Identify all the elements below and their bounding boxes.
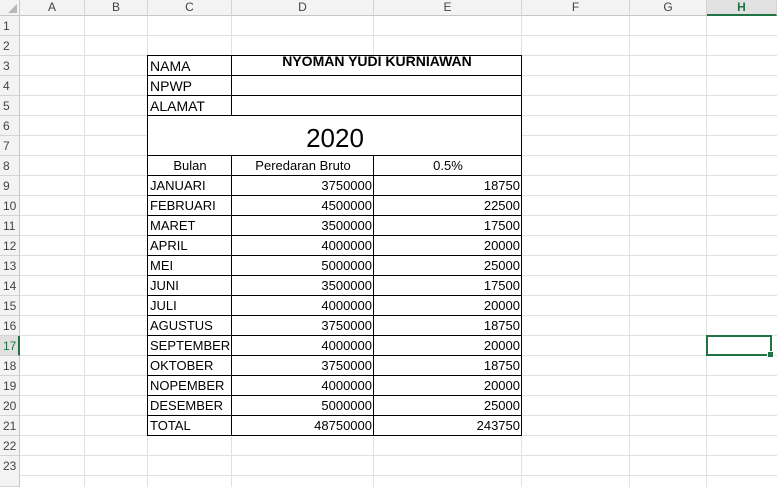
bruto-cell[interactable]: 3500000 xyxy=(321,278,372,293)
row-header-6[interactable]: 6 xyxy=(0,116,20,136)
month-cell[interactable]: APRIL xyxy=(150,238,188,253)
gridline-vertical xyxy=(629,16,630,487)
table-border xyxy=(147,255,522,256)
month-cell[interactable]: OKTOBER xyxy=(150,358,214,373)
bruto-cell[interactable]: 4000000 xyxy=(321,378,372,393)
gridline-vertical xyxy=(84,16,85,487)
column-header-e[interactable]: E xyxy=(374,0,522,16)
bruto-cell[interactable]: 4000000 xyxy=(321,238,372,253)
column-header-h[interactable]: H xyxy=(707,0,777,16)
bruto-cell[interactable]: 3750000 xyxy=(321,178,372,193)
month-cell[interactable]: JULI xyxy=(150,298,177,313)
column-header-c[interactable]: C xyxy=(148,0,232,16)
tax-cell[interactable]: 17500 xyxy=(483,218,520,233)
tax-cell[interactable]: 18750 xyxy=(483,178,520,193)
bruto-cell[interactable]: 4000000 xyxy=(321,298,372,313)
bruto-cell[interactable]: 4000000 xyxy=(321,338,372,353)
gridline-horizontal xyxy=(20,455,777,456)
tax-cell[interactable]: 20000 xyxy=(483,238,520,253)
column-header-d[interactable]: D xyxy=(232,0,374,16)
tax-cell[interactable]: 18750 xyxy=(483,358,520,373)
row-header-20[interactable]: 20 xyxy=(0,396,20,416)
table-border xyxy=(231,155,232,436)
table-border xyxy=(147,355,522,356)
gridline-horizontal xyxy=(20,475,777,476)
row-header-2[interactable]: 2 xyxy=(0,36,20,56)
tax-cell[interactable]: 20000 xyxy=(483,338,520,353)
column-header-b[interactable]: B xyxy=(85,0,148,16)
month-cell[interactable]: NOPEMBER xyxy=(150,378,225,393)
tax-cell[interactable]: 25000 xyxy=(483,398,520,413)
row-header-7[interactable]: 7 xyxy=(0,136,20,156)
header-peredaran-bruto[interactable]: Peredaran Bruto xyxy=(255,158,351,173)
label-alamat[interactable]: ALAMAT xyxy=(150,98,205,114)
row-header-4[interactable]: 4 xyxy=(0,76,20,96)
tax-cell[interactable]: 25000 xyxy=(483,258,520,273)
table-border xyxy=(373,155,374,436)
row-header-1[interactable]: 1 xyxy=(0,16,20,36)
cell-grid[interactable] xyxy=(20,16,777,487)
year-title[interactable]: 2020 xyxy=(306,123,364,153)
bruto-cell[interactable]: 3750000 xyxy=(321,358,372,373)
column-header-g[interactable]: G xyxy=(630,0,707,16)
total-tax[interactable]: 243750 xyxy=(476,418,520,433)
tax-cell[interactable]: 22500 xyxy=(483,198,520,213)
bruto-cell[interactable]: 3750000 xyxy=(321,318,372,333)
month-cell[interactable]: SEPTEMBER xyxy=(150,338,231,353)
row-header-8[interactable]: 8 xyxy=(0,156,20,176)
row-header-23[interactable]: 23 xyxy=(0,456,20,487)
table-border xyxy=(147,275,522,276)
row-header-21[interactable]: 21 xyxy=(0,416,20,436)
month-cell[interactable]: FEBRUARI xyxy=(150,198,216,213)
row-header-9[interactable]: 9 xyxy=(0,176,20,196)
table-border xyxy=(147,155,522,156)
table-border xyxy=(147,215,522,216)
month-cell[interactable]: MEI xyxy=(150,258,174,273)
row-header-3[interactable]: 3 xyxy=(0,56,20,76)
bruto-cell[interactable]: 5000000 xyxy=(321,258,372,273)
month-cell[interactable]: DESEMBER xyxy=(150,398,223,413)
row-header-16[interactable]: 16 xyxy=(0,316,20,336)
table-border xyxy=(147,415,522,416)
gridline-vertical xyxy=(706,16,707,487)
row-header-18[interactable]: 18 xyxy=(0,356,20,376)
row-header-5[interactable]: 5 xyxy=(0,96,20,116)
row-header-17[interactable]: 17 xyxy=(0,336,20,356)
gridline-horizontal xyxy=(20,35,777,36)
tax-cell[interactable]: 18750 xyxy=(483,318,520,333)
row-header-13[interactable]: 13 xyxy=(0,256,20,276)
table-border xyxy=(147,55,522,56)
table-border xyxy=(147,95,522,96)
select-all-corner[interactable] xyxy=(0,0,20,16)
row-header-22[interactable]: 22 xyxy=(0,436,20,456)
label-nama[interactable]: NAMA xyxy=(150,58,191,74)
month-cell[interactable]: JANUARI xyxy=(150,178,206,193)
bruto-cell[interactable]: 4500000 xyxy=(321,198,372,213)
row-header-19[interactable]: 19 xyxy=(0,376,20,396)
table-border xyxy=(147,195,522,196)
row-header-11[interactable]: 11 xyxy=(0,216,20,236)
table-border xyxy=(147,395,522,396)
month-cell[interactable]: JUNI xyxy=(150,278,179,293)
table-border xyxy=(147,75,522,76)
table-border xyxy=(147,115,522,116)
header-percent[interactable]: 0.5% xyxy=(433,158,463,173)
table-border xyxy=(147,435,522,436)
tax-cell[interactable]: 17500 xyxy=(483,278,520,293)
table-border xyxy=(231,55,232,116)
month-cell[interactable]: MARET xyxy=(150,218,196,233)
nama-value[interactable]: NYOMAN YUDI KURNIAWAN xyxy=(282,56,472,69)
tax-cell[interactable]: 20000 xyxy=(483,298,520,313)
bruto-cell[interactable]: 3500000 xyxy=(321,218,372,233)
table-border xyxy=(521,55,522,436)
table-border xyxy=(147,55,148,436)
row-header-15[interactable]: 15 xyxy=(0,296,20,316)
table-border xyxy=(147,375,522,376)
month-cell[interactable]: AGUSTUS xyxy=(150,318,213,333)
table-border xyxy=(147,295,522,296)
label-npwp[interactable]: NPWP xyxy=(150,78,192,94)
header-bulan[interactable]: Bulan xyxy=(173,158,207,173)
table-border xyxy=(147,335,522,336)
tax-cell[interactable]: 20000 xyxy=(483,378,520,393)
row-header-10[interactable]: 10 xyxy=(0,196,20,216)
active-cell-selection[interactable] xyxy=(706,335,772,356)
total-label[interactable]: TOTAL xyxy=(150,418,191,433)
bruto-cell[interactable]: 5000000 xyxy=(321,398,372,413)
table-border xyxy=(147,235,522,236)
table-border xyxy=(147,175,522,176)
table-border xyxy=(147,315,522,316)
row-header-12[interactable]: 12 xyxy=(0,236,20,256)
row-header-14[interactable]: 14 xyxy=(0,276,20,296)
column-header-a[interactable]: A xyxy=(20,0,85,16)
total-bruto[interactable]: 48750000 xyxy=(314,418,372,433)
column-header-f[interactable]: F xyxy=(522,0,630,16)
